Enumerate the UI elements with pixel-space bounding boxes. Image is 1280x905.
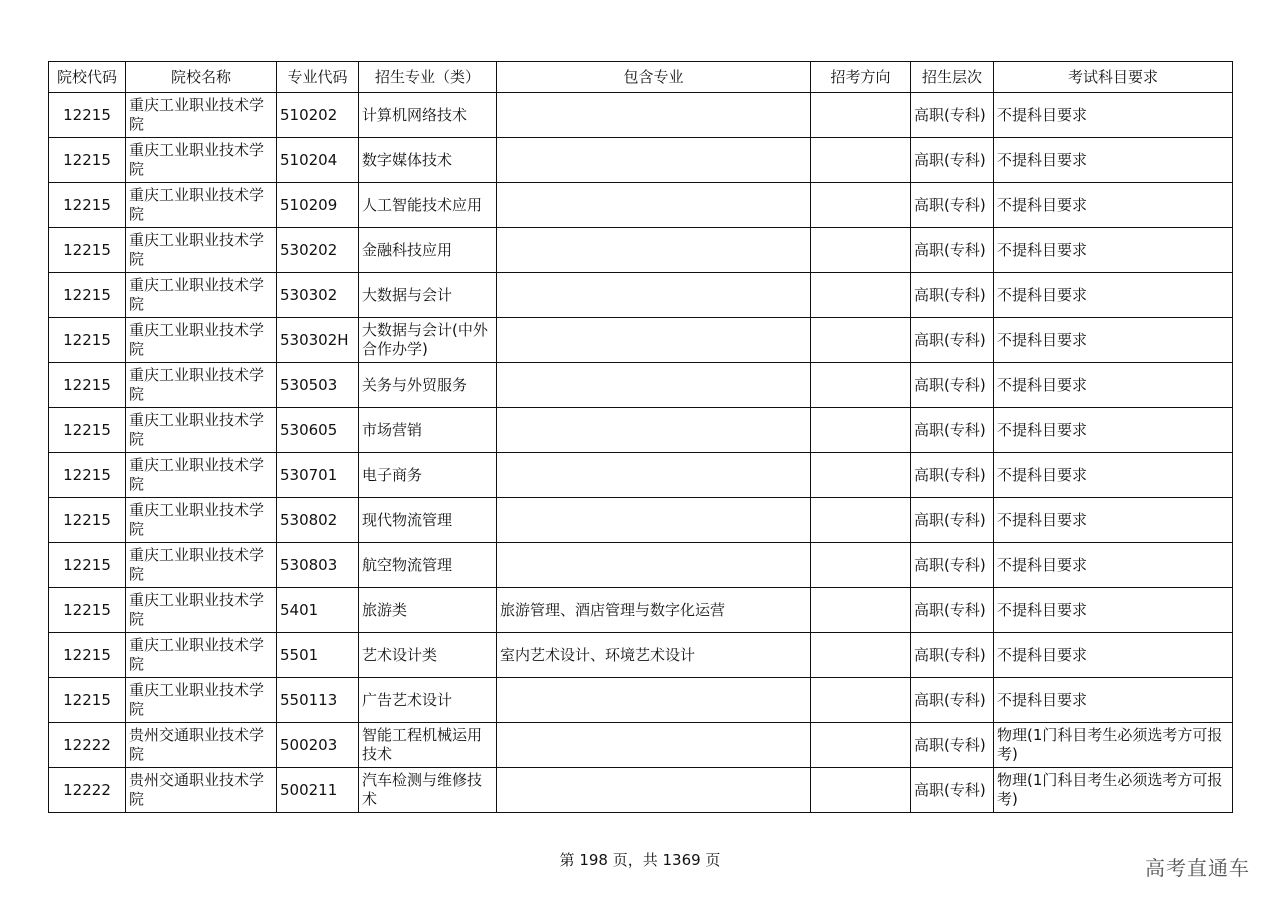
table-row [49, 543, 1233, 588]
school-code-cell: 12222 [49, 723, 126, 768]
watermark-logo: 高考直通车 [1145, 856, 1250, 880]
subject-requirement-cell: 不提科目要求 [994, 363, 1233, 408]
major-code-cell: 500211 [277, 768, 359, 813]
page-number: 第 198 页，共 1369 页 [559, 851, 721, 869]
level-cell: 高职(专科) [911, 408, 994, 453]
header-subject-requirement: 考试科目要求 [994, 62, 1233, 93]
school-code-cell: 12222 [49, 768, 126, 813]
subject-requirement-cell: 不提科目要求 [994, 228, 1233, 273]
subject-requirement-cell: 不提科目要求 [994, 588, 1233, 633]
school-name-cell: 重庆工业职业技术学院 [126, 318, 277, 363]
included-majors-cell [497, 228, 811, 273]
school-name-cell: 重庆工业职业技术学院 [126, 138, 277, 183]
level-cell: 高职(专科) [911, 588, 994, 633]
level-cell: 高职(专科) [911, 138, 994, 183]
direction-cell [811, 138, 911, 183]
table-row [49, 723, 1233, 768]
direction-cell [811, 183, 911, 228]
direction-cell [811, 543, 911, 588]
level-cell: 高职(专科) [911, 678, 994, 723]
included-majors-cell [497, 273, 811, 318]
major-cell: 现代物流管理 [359, 498, 497, 543]
table-row [49, 588, 1233, 633]
direction-cell [811, 678, 911, 723]
major-cell: 金融科技应用 [359, 228, 497, 273]
included-majors-cell [497, 678, 811, 723]
direction-cell [811, 633, 911, 678]
included-majors-cell [497, 768, 811, 813]
major-code-cell: 530302H [277, 318, 359, 363]
school-code-cell: 12215 [49, 588, 126, 633]
direction-cell [811, 408, 911, 453]
major-cell: 人工智能技术应用 [359, 183, 497, 228]
direction-cell [811, 498, 911, 543]
major-cell: 智能工程机械运用技术 [359, 723, 497, 768]
level-cell: 高职(专科) [911, 723, 994, 768]
direction-cell [811, 363, 911, 408]
school-name-cell: 重庆工业职业技术学院 [126, 273, 277, 318]
major-cell: 汽车检测与维修技术 [359, 768, 497, 813]
major-code-cell: 510202 [277, 93, 359, 138]
school-code-cell: 12215 [49, 678, 126, 723]
table-row [49, 678, 1233, 723]
included-majors-cell: 室内艺术设计、环境艺术设计 [497, 633, 811, 678]
school-code-cell: 12215 [49, 183, 126, 228]
subject-requirement-cell: 不提科目要求 [994, 408, 1233, 453]
header-school-code: 院校代码 [49, 62, 126, 93]
header-major-code: 专业代码 [277, 62, 359, 93]
table-row [49, 408, 1233, 453]
included-majors-cell [497, 723, 811, 768]
level-cell: 高职(专科) [911, 543, 994, 588]
included-majors-cell [497, 318, 811, 363]
header-row [49, 62, 1233, 93]
subject-requirement-cell: 物理(1门科目考生必须选考方可报考) [994, 768, 1233, 813]
major-cell: 电子商务 [359, 453, 497, 498]
subject-requirement-cell: 不提科目要求 [994, 453, 1233, 498]
major-code-cell: 5501 [277, 633, 359, 678]
school-code-cell: 12215 [49, 408, 126, 453]
direction-cell [811, 453, 911, 498]
major-code-cell: 5401 [277, 588, 359, 633]
table-row [49, 138, 1233, 183]
table-row [49, 183, 1233, 228]
header-level: 招生层次 [911, 62, 994, 93]
direction-cell [811, 768, 911, 813]
major-code-cell: 530302 [277, 273, 359, 318]
included-majors-cell [497, 498, 811, 543]
major-cell: 大数据与会计 [359, 273, 497, 318]
major-code-cell: 530701 [277, 453, 359, 498]
subject-requirement-cell: 不提科目要求 [994, 543, 1233, 588]
included-majors-cell [497, 93, 811, 138]
school-name-cell: 重庆工业职业技术学院 [126, 678, 277, 723]
included-majors-cell [497, 543, 811, 588]
major-code-cell: 530202 [277, 228, 359, 273]
table-row [49, 363, 1233, 408]
major-code-cell: 510204 [277, 138, 359, 183]
subject-requirement-cell: 不提科目要求 [994, 318, 1233, 363]
school-code-cell: 12215 [49, 543, 126, 588]
school-name-cell: 重庆工业职业技术学院 [126, 543, 277, 588]
major-cell: 市场营销 [359, 408, 497, 453]
subject-requirement-cell: 物理(1门科目考生必须选考方可报考) [994, 723, 1233, 768]
direction-cell [811, 723, 911, 768]
major-code-cell: 530803 [277, 543, 359, 588]
school-name-cell: 贵州交通职业技术学院 [126, 768, 277, 813]
school-code-cell: 12215 [49, 228, 126, 273]
major-cell: 旅游类 [359, 588, 497, 633]
school-name-cell: 重庆工业职业技术学院 [126, 498, 277, 543]
included-majors-cell: 旅游管理、酒店管理与数字化运营 [497, 588, 811, 633]
school-name-cell: 重庆工业职业技术学院 [126, 93, 277, 138]
table-row [49, 453, 1233, 498]
school-name-cell: 重庆工业职业技术学院 [126, 633, 277, 678]
included-majors-cell [497, 453, 811, 498]
school-code-cell: 12215 [49, 453, 126, 498]
included-majors-cell [497, 138, 811, 183]
major-cell: 计算机网络技术 [359, 93, 497, 138]
table-row [49, 93, 1233, 138]
school-code-cell: 12215 [49, 363, 126, 408]
header-major: 招生专业（类） [359, 62, 497, 93]
major-code-cell: 500203 [277, 723, 359, 768]
level-cell: 高职(专科) [911, 768, 994, 813]
major-cell: 数字媒体技术 [359, 138, 497, 183]
level-cell: 高职(专科) [911, 183, 994, 228]
direction-cell [811, 588, 911, 633]
subject-requirement-cell: 不提科目要求 [994, 678, 1233, 723]
subject-requirement-cell: 不提科目要求 [994, 633, 1233, 678]
level-cell: 高职(专科) [911, 363, 994, 408]
subject-requirement-cell: 不提科目要求 [994, 138, 1233, 183]
school-name-cell: 重庆工业职业技术学院 [126, 408, 277, 453]
school-code-cell: 12215 [49, 93, 126, 138]
level-cell: 高职(专科) [911, 498, 994, 543]
level-cell: 高职(专科) [911, 228, 994, 273]
included-majors-cell [497, 408, 811, 453]
major-code-cell: 510209 [277, 183, 359, 228]
subject-requirement-cell: 不提科目要求 [994, 273, 1233, 318]
school-name-cell: 重庆工业职业技术学院 [126, 588, 277, 633]
major-code-cell: 530503 [277, 363, 359, 408]
major-cell: 关务与外贸服务 [359, 363, 497, 408]
school-name-cell: 重庆工业职业技术学院 [126, 228, 277, 273]
included-majors-cell [497, 183, 811, 228]
table-row [49, 633, 1233, 678]
admissions-table [48, 61, 1233, 813]
school-name-cell: 重庆工业职业技术学院 [126, 183, 277, 228]
major-code-cell: 550113 [277, 678, 359, 723]
school-name-cell: 贵州交通职业技术学院 [126, 723, 277, 768]
table-row [49, 498, 1233, 543]
school-code-cell: 12215 [49, 318, 126, 363]
subject-requirement-cell: 不提科目要求 [994, 93, 1233, 138]
school-name-cell: 重庆工业职业技术学院 [126, 453, 277, 498]
major-cell: 广告艺术设计 [359, 678, 497, 723]
table-body [49, 93, 1233, 813]
school-code-cell: 12215 [49, 633, 126, 678]
table-row [49, 318, 1233, 363]
subject-requirement-cell: 不提科目要求 [994, 498, 1233, 543]
major-cell: 艺术设计类 [359, 633, 497, 678]
level-cell: 高职(专科) [911, 453, 994, 498]
direction-cell [811, 93, 911, 138]
table-row [49, 273, 1233, 318]
header-included-majors: 包含专业 [497, 62, 811, 93]
major-code-cell: 530605 [277, 408, 359, 453]
school-code-cell: 12215 [49, 138, 126, 183]
level-cell: 高职(专科) [911, 273, 994, 318]
school-name-cell: 重庆工业职业技术学院 [126, 363, 277, 408]
level-cell: 高职(专科) [911, 318, 994, 363]
direction-cell [811, 228, 911, 273]
school-code-cell: 12215 [49, 498, 126, 543]
level-cell: 高职(专科) [911, 93, 994, 138]
major-cell: 航空物流管理 [359, 543, 497, 588]
table-row [49, 768, 1233, 813]
included-majors-cell [497, 363, 811, 408]
direction-cell [811, 318, 911, 363]
header-school-name: 院校名称 [126, 62, 277, 93]
direction-cell [811, 273, 911, 318]
major-code-cell: 530802 [277, 498, 359, 543]
subject-requirement-cell: 不提科目要求 [994, 183, 1233, 228]
table-row [49, 228, 1233, 273]
major-cell: 大数据与会计(中外合作办学) [359, 318, 497, 363]
level-cell: 高职(专科) [911, 633, 994, 678]
school-code-cell: 12215 [49, 273, 126, 318]
header-direction: 招考方向 [811, 62, 911, 93]
